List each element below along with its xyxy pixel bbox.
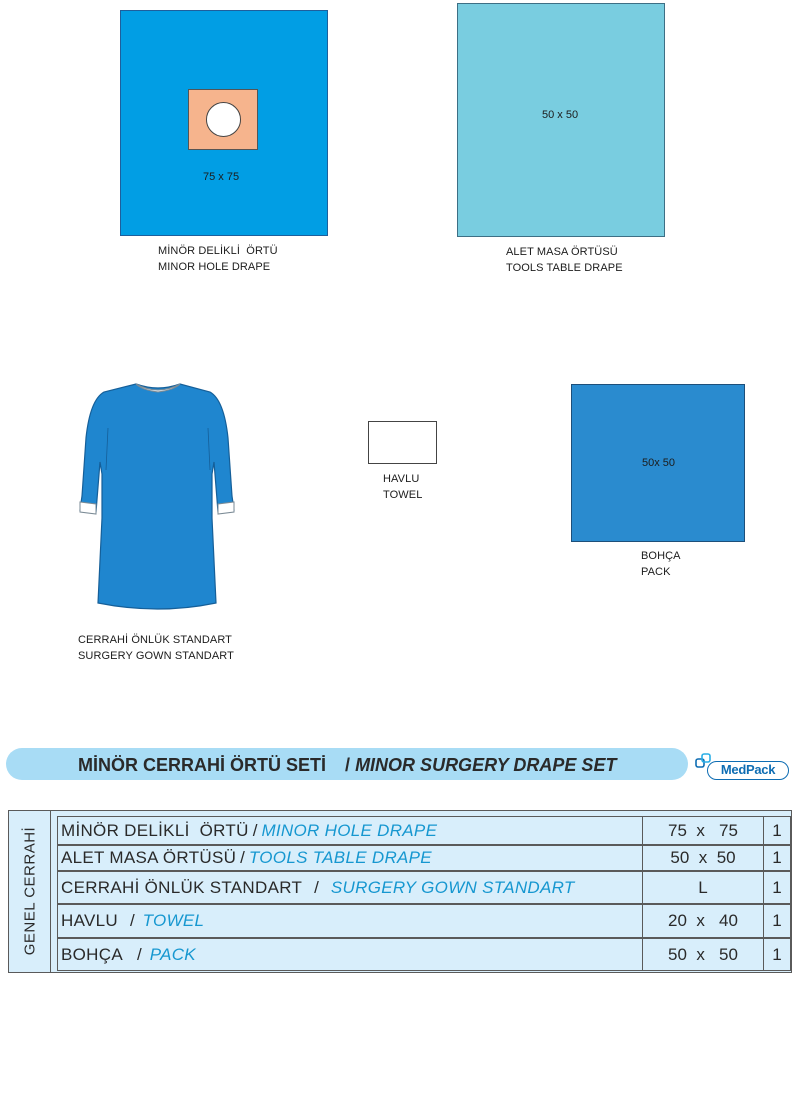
gown-label-en: SURGERY GOWN STANDART [78, 650, 234, 662]
drape-adhesive-patch [188, 89, 258, 150]
logo-text: MedPack [707, 761, 789, 780]
towel-label [383, 471, 422, 503]
minor-hole-drape-illustration [120, 10, 328, 236]
row-name-cell: BOHÇA / PACK [57, 938, 642, 971]
row-size-cell [642, 904, 763, 938]
row-name-tr: CERRAHİ ÖNLÜK STANDART [61, 877, 303, 897]
row-size-cell [642, 845, 763, 871]
table-row [57, 845, 791, 871]
row-qty: 1 [772, 820, 782, 840]
pack-illustration [571, 384, 745, 542]
side-label-text: GENEL CERRAHİ [21, 826, 39, 956]
row-qty: 1 [772, 848, 782, 867]
pack-label-tr: BOHÇA [641, 550, 681, 562]
table-row [57, 938, 791, 971]
table-row [57, 904, 791, 938]
towel-illustration [368, 421, 437, 464]
page-title [78, 754, 616, 776]
table-row [57, 816, 791, 845]
towel-label-tr: HAVLU [383, 473, 420, 485]
row-qty: 1 [772, 911, 782, 930]
gown-label [78, 632, 234, 664]
row-name-tr: ALET MASA ÖRTÜSÜ [61, 848, 237, 867]
row-name-cell: CERRAHİ ÖNLÜK STANDART / SURGERY GOWN STANDART [57, 871, 642, 904]
tools-table-drape-illustration [457, 3, 665, 237]
pack-label-en: PACK [641, 566, 671, 578]
table-row [57, 871, 791, 904]
row-qty: 1 [772, 877, 782, 897]
minor-drape-size: 75 x 75 [203, 171, 240, 183]
row-size: 50 x 50 [668, 944, 738, 964]
row-size: 50 x 50 [670, 848, 736, 867]
row-qty-cell [763, 938, 791, 971]
row-qty: 1 [772, 944, 782, 964]
table-drape-label [506, 244, 623, 276]
row-size-cell [642, 816, 763, 845]
table-drape-label-en: TOOLS TABLE DRAPE [506, 262, 623, 274]
row-size: L [698, 877, 708, 897]
row-name-en: MINOR HOLE DRAPE [261, 820, 438, 840]
title-separator: / [345, 755, 351, 775]
row-name-en: SURGERY GOWN STANDART [330, 877, 575, 897]
minor-drape-label [158, 243, 278, 275]
table-drape-label-tr: ALET MASA ÖRTÜSÜ [506, 246, 618, 258]
row-size-cell [642, 938, 763, 971]
contents-table [8, 810, 792, 973]
table-drape-size: 50 x 50 [542, 109, 579, 121]
title-tr: MİNÖR CERRAHİ ÖRTÜ SETİ [78, 755, 327, 775]
row-name-tr: MİNÖR DELİKLİ ÖRTÜ [61, 820, 249, 840]
pack-size: 50x 50 [642, 457, 676, 469]
row-qty-cell [763, 871, 791, 904]
table-side-label [9, 811, 51, 972]
row-size: 75 x 75 [668, 820, 738, 840]
pack-label [641, 548, 681, 580]
surgery-gown-illustration [78, 378, 238, 613]
gown-body [80, 384, 234, 609]
minor-drape-label-tr: MİNÖR DELİKLİ ÖRTÜ [158, 245, 278, 257]
row-size-cell [642, 871, 763, 904]
minor-drape-label-en: MINOR HOLE DRAPE [158, 261, 271, 273]
row-name-en: PACK [149, 944, 196, 964]
medpack-logo [695, 753, 791, 781]
row-name-cell: MİNÖR DELİKLİ ÖRTÜ / MINOR HOLE DRAPE [57, 816, 642, 845]
row-size: 20 x 40 [668, 911, 738, 930]
row-name-tr: BOHÇA [61, 944, 123, 964]
title-en: MINOR SURGERY DRAPE SET [355, 755, 617, 775]
gown-label-tr: CERRAHİ ÖNLÜK STANDART [78, 634, 232, 646]
row-name-en: TOOLS TABLE DRAPE [248, 848, 432, 867]
towel-label-en: TOWEL [383, 489, 423, 501]
drape-hole [206, 102, 241, 137]
row-qty-cell [763, 816, 791, 845]
row-qty-cell [763, 845, 791, 871]
row-name-cell: ALET MASA ÖRTÜSÜ / TOOLS TABLE DRAPE [57, 845, 642, 871]
row-name-en: TOWEL [142, 911, 205, 930]
row-qty-cell [763, 904, 791, 938]
row-name-cell: HAVLU / TOWEL [57, 904, 642, 938]
row-name-tr: HAVLU [61, 911, 118, 930]
